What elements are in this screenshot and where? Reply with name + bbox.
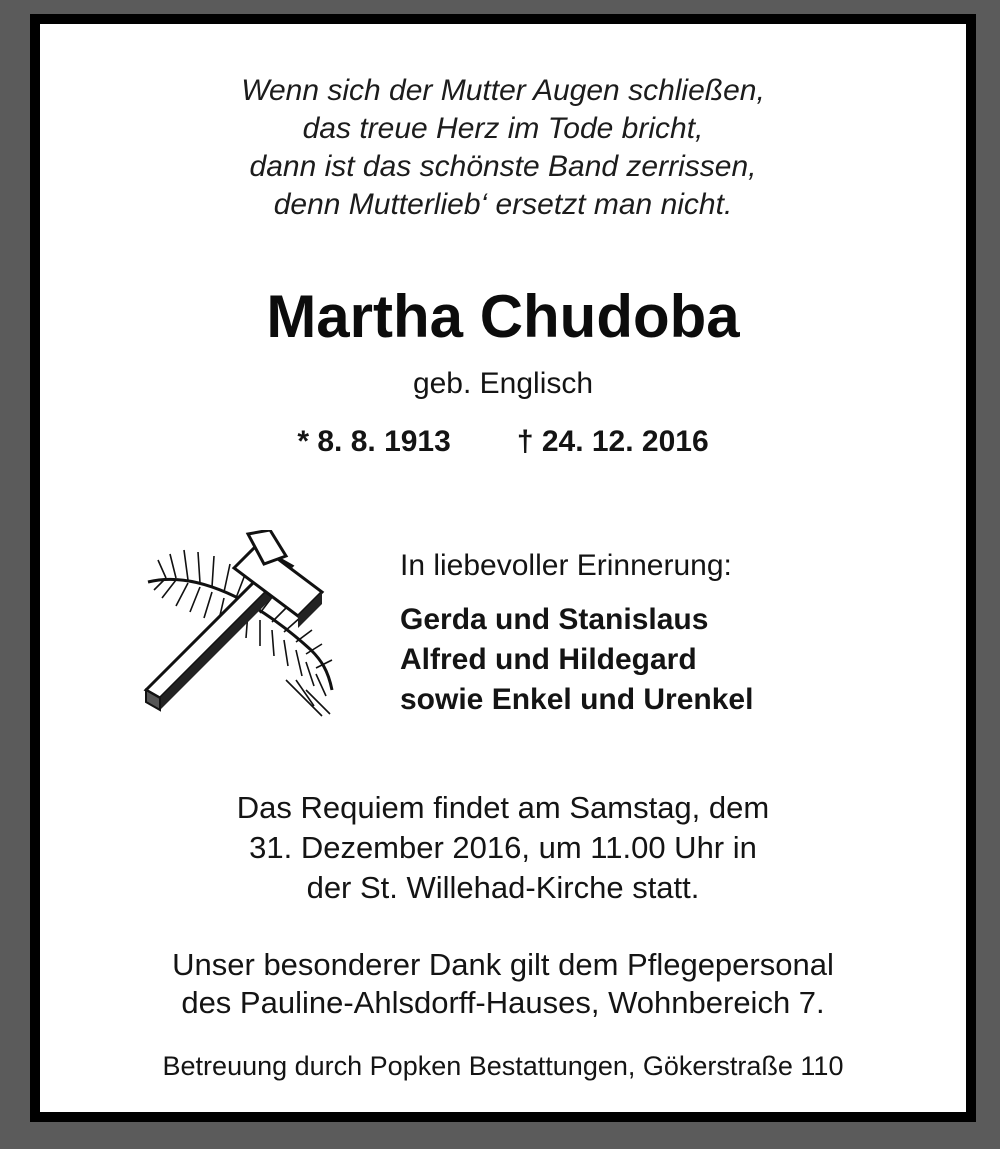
poem-line: denn Mutterlieb‘ ersetzt man nicht.	[273, 188, 733, 221]
requiem-line: Das Requiem findet am Samstag, dem	[236, 790, 770, 825]
poem-line: dann ist das schönste Band zerrissen,	[249, 150, 757, 183]
thanks-line: Unser besonderer Dank gilt dem Pflegepersonal	[172, 947, 834, 982]
cross-icon	[146, 530, 322, 710]
cross-with-palm-branch-icon	[136, 530, 342, 730]
thanks-note	[40, 946, 966, 1022]
requiem-line: der St. Willehad-Kirche statt.	[306, 870, 700, 905]
notice-frame	[30, 14, 976, 1122]
thanks-line: des Pauline-Ahlsdorff-Hauses, Wohnbereich 7.	[181, 985, 825, 1020]
requiem-line: 31. Dezember 2016, um 11.00 Uhr in	[249, 830, 757, 865]
life-dates	[40, 424, 966, 460]
family-member-line: sowie Enkel und Urenkel	[400, 683, 754, 716]
memory-intro: In liebevoller Erinnerung:	[400, 549, 732, 582]
deceased-name: Martha Chudoba	[266, 283, 740, 350]
obituary-notice	[40, 24, 966, 1112]
family-member-line: Alfred und Hildegard	[400, 643, 697, 676]
maiden-name: geb. Englisch	[412, 367, 594, 400]
memorial-poem	[40, 72, 966, 224]
poem-line: Wenn sich der Mutter Augen schließen,	[241, 74, 765, 107]
memory-section	[400, 548, 920, 720]
family-member-line: Gerda und Stanislaus	[400, 603, 709, 636]
requiem-info	[40, 788, 966, 908]
funeral-home-note: Betreuung durch Popken Bestattungen, Gökerstraße 110	[162, 1051, 844, 1081]
poem-line: das treue Herz im Tode bricht,	[302, 112, 704, 145]
birth-date: * 8. 8. 1913	[297, 425, 451, 458]
death-date: † 24. 12. 2016	[516, 425, 709, 458]
